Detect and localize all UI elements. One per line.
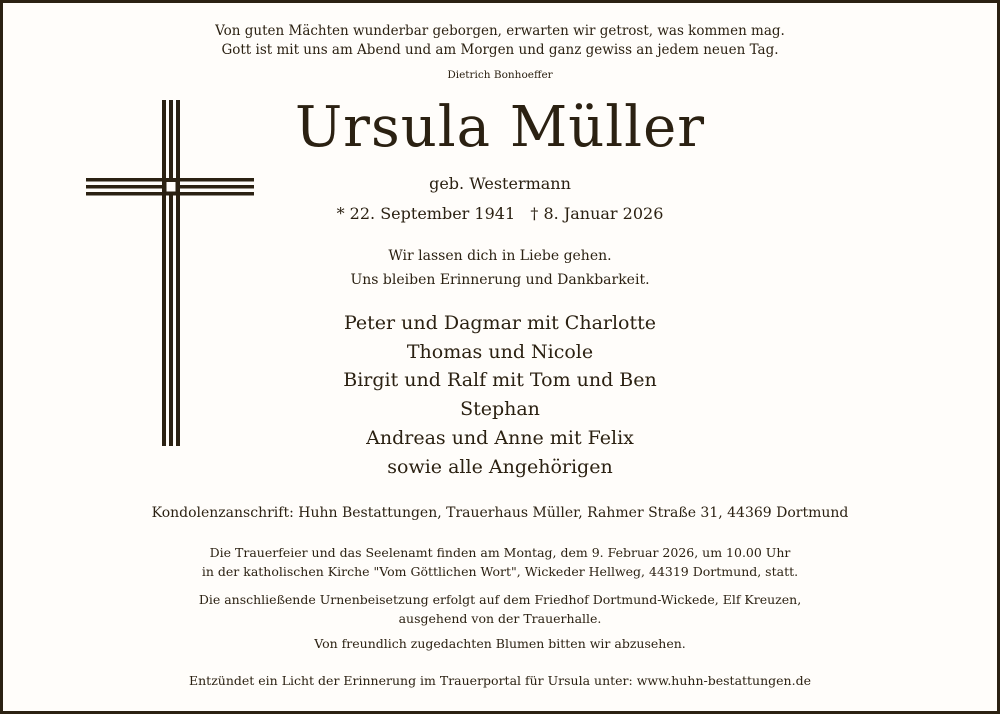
mourners-list: [0, 309, 1000, 481]
mourner-line: Birgit und Ralf mit Tom und Ben: [343, 369, 657, 392]
mourner-line: Andreas und Anne mit Felix: [366, 426, 634, 449]
birth-date: * 22. September 1941: [336, 204, 516, 223]
quote-line: Von guten Mächten wunderbar geborgen, erwarten wir getrost, was kommen mag.: [215, 23, 785, 39]
death-date: † 8. Januar 2026: [530, 204, 664, 223]
life-dates: [0, 204, 1000, 223]
condolence-address: Kondolenzanschrift: Huhn Bestattungen, Trauerhaus Müller, Rahmer Straße 31, 44369 Dortmund: [151, 505, 849, 521]
ceremony-line: Die Trauerfeier und das Seelenamt finden am Montag, dem 9. Februar 2026, um 10.00 Uhr: [209, 545, 791, 560]
motto-line: Wir lassen dich in Liebe gehen.: [388, 248, 612, 264]
ceremony-info: [0, 543, 1000, 581]
burial-line: Die anschließende Urnenbeisetzung erfolgt auf dem Friedhof Dortmund-Wickede, Elf Kreuzen,: [198, 592, 802, 607]
memorial-portal-notice: Entzündet ein Licht der Erinnerung im Trauerportal für Ursula unter: www.huhn-bestattungen.de: [189, 673, 811, 688]
quote-line: Gott ist mit uns am Abend und am Morgen und ganz gewiss an jedem neuen Tag.: [221, 42, 779, 58]
mourner-line: Stephan: [460, 398, 540, 421]
burial-info: [0, 590, 1000, 628]
deceased-name: Ursula Müller: [294, 95, 705, 160]
mourner-line: Peter und Dagmar mit Charlotte: [343, 312, 657, 334]
birth-name: geb. Westermann: [429, 174, 571, 193]
burial-line: ausgehend von der Trauerhalle.: [398, 611, 602, 626]
quote-author: Dietrich Bonhoeffer: [447, 69, 553, 81]
ceremony-line: in der katholischen Kirche "Vom Göttlichen Wort", Wickeder Hellweg, 44319 Dortmund, statt.: [201, 564, 799, 579]
farewell-motto: [0, 244, 1000, 292]
bonhoeffer-quote: [0, 22, 1000, 60]
flowers-note: Von freundlich zugedachten Blumen bitten wir abzusehen.: [314, 636, 686, 651]
motto-line: Uns bleiben Erinnerung und Dankbarkeit.: [350, 272, 650, 288]
mourner-line: sowie alle Angehörigen: [387, 455, 613, 478]
mourner-line: Thomas und Nicole: [406, 340, 594, 363]
